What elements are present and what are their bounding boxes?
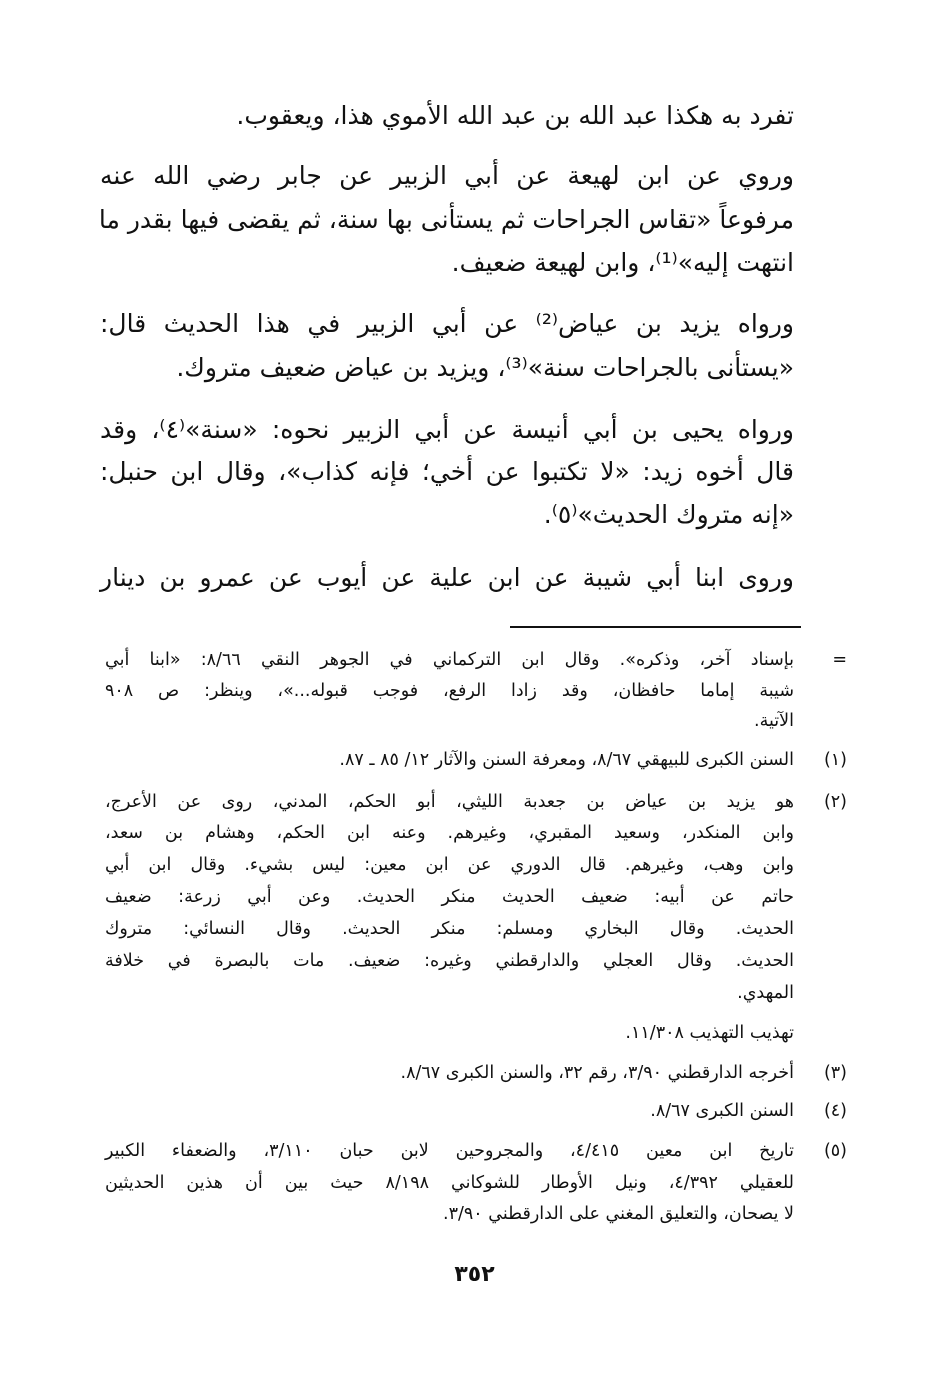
footnote-line: تاريخ ابن معين ٤/٤١٥، والمجروحين لابن حبان ٣/١١٠، والضعفاء الكبير — [105, 1141, 794, 1161]
footnote-line: بإسناد آخر، وذكره». وقال ابن التركماني في الجوهر النقي ٨/٦٦: «ابنا أبي — [105, 650, 794, 670]
body-line: تفرد به هكذا عبد الله بن عبد الله الأموي هذا، ويعقوب. — [236, 101, 794, 130]
body-line: انتهت إليه»⁽¹⁾، وابن لهيعة ضعيف. — [451, 248, 794, 277]
footnote-line: هو يزيد بن عياض بن جعدبة الليثي، أبو الحكم، المدني، روى عن الأعرج، — [105, 792, 794, 812]
body-line: وروى ابنا أبي شيبة عن ابن علية عن أيوب عن عمرو بن دينار — [100, 563, 794, 592]
body-line: «يستأنى بالجراحات سنة»⁽³⁾، ويزيد بن عياض ضعيف متروك. — [176, 353, 794, 382]
footnote-line: الآتية. — [754, 711, 794, 731]
footnote-line: الحديث. وقال البخاري ومسلم: منكر الحديث. وقال النسائي: متروك — [105, 919, 794, 939]
body-line: قال أخوه زيد: «لا تكتبوا عن أخي؛ فإنه كذاب»، وقال ابن حنبل: — [100, 457, 794, 486]
footnote-line: لا يصحان، والتعليق المغني على الدارقطني ٣/٩٠. — [443, 1204, 794, 1224]
footnote-line: السنن الكبرى للبيهقي ٨/٦٧، ومعرفة السنن والآثار ١٢/ ٨٥ ـ ٨٧. — [339, 750, 794, 770]
body-line: ورواه يزيد بن عياض⁽²⁾ عن أبي الزبير في هذا الحديث قال: — [100, 309, 794, 338]
footnote-line: الحديث. وقال العجلي والدارقطني وغيره: ضعيف. مات بالبصرة في خلافة — [105, 951, 794, 971]
footnote-line: وابن وهب، وغيرهم. قال الدوري عن ابن معين: ليس بشيء. وقال ابن أبي — [105, 855, 794, 875]
footnote-line: تهذيب التهذيب ١١/٣٠٨. — [625, 1023, 794, 1043]
footnote-number: (٢) — [823, 792, 847, 812]
page-number: ٣٥٢ — [454, 1262, 495, 1287]
footnote-number: (٤) — [823, 1101, 847, 1121]
footnote-separator — [510, 626, 801, 628]
footnote-line: السنن الكبرى ٨/٦٧. — [650, 1101, 794, 1121]
footnote-number: (٥) — [823, 1141, 847, 1161]
body-line: وروي عن ابن لهيعة عن أبي الزبير عن جابر رضي الله عنه — [100, 161, 794, 190]
footnote-line: المهدي. — [737, 983, 794, 1003]
footnote-line: للعقيلي ٤/٣٩٢، ونيل الأوطار للشوكاني ٨/١٩٨ حيث بين أن هذين الحديثين — [105, 1173, 794, 1193]
body-line: ورواه يحيى بن أبي أنيسة عن أبي الزبير نحوه: «سنة»⁽٤⁾، وقد — [100, 415, 794, 444]
footnote-line: أخرجه الدارقطني ٣/٩٠، رقم ٣٢، والسنن الكبرى ٨/٦٧. — [400, 1063, 794, 1083]
footnote-line: شيبة إماما حافظان، وقد زادا الرفع، فوجب قبوله...»، وينظر: ص ٩٠٨ — [105, 681, 794, 701]
body-line: «إنه متروك الحديث»⁽٥⁾. — [543, 500, 794, 529]
footnote-number: (٣) — [823, 1063, 847, 1083]
footnote-number: (١) — [823, 750, 847, 770]
body-line: مرفوعاً «تقاس الجراحات ثم يستأنى بها سنة، ثم يقضى فيها بقدر ما — [98, 205, 794, 234]
footnote-line: حاتم عن أبيه: ضعيف الحديث منكر الحديث. وعن أبي زرعة: ضعيف — [105, 887, 794, 907]
footnote-line: وابن المنكدر، وسعيد المقبري، وغيرهم. وعنه ابن الحكم، وهشام بن سعد، — [105, 823, 794, 843]
footnote-continuation-marker: = — [832, 650, 847, 670]
